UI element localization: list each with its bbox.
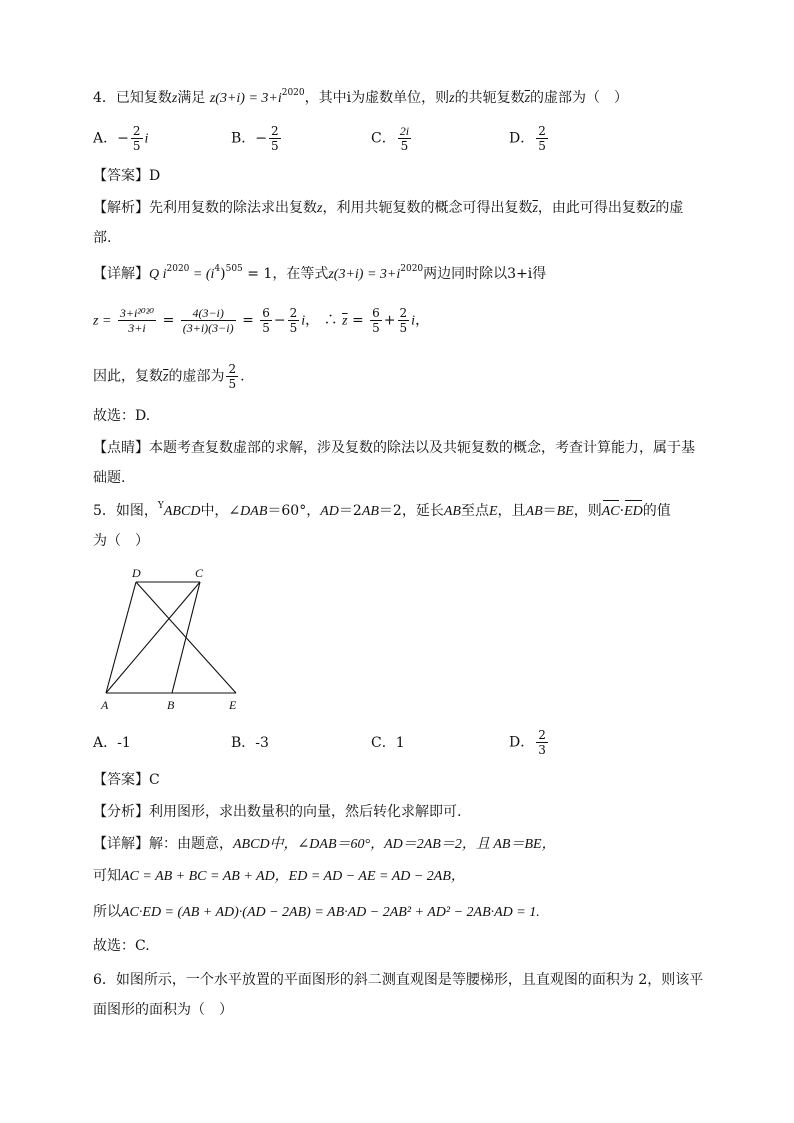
q5-answer: 【答案】C <box>93 772 160 788</box>
q4-option-a[interactable]: A．− $\frac{2}{5}$ i <box>93 124 149 153</box>
label-d: D <box>132 566 141 580</box>
q5-detail-line2: 可知AC = AB + BC = AB + AD，ED = AD − AE = AD − 2AB， <box>93 868 465 884</box>
q4-conclusion: 因此，复数$\overline{z}$的虚部为 $\frac{2}{5}$ . <box>93 362 245 391</box>
label-b: B <box>167 698 175 712</box>
label-a: A <box>101 698 109 712</box>
q5-detail-line3: 所以AC·ED = (AB + AD)·(AD − 2AB) = AB·AD − 2AB² + AD² − 2AB·AD = 1. <box>93 904 540 920</box>
q4-analysis-cont: 部. <box>93 230 112 246</box>
q4-choose: 故选：D. <box>93 408 151 424</box>
q5-option-a[interactable]: A．-1 <box>93 735 131 751</box>
q4-option-b[interactable]: B．− $\frac{2}{5}$ <box>231 124 279 153</box>
q5-options <box>93 728 613 762</box>
q5-analysis: 【分析】利用图形，求出数量积的向量，然后转化求解即可. <box>93 804 462 820</box>
q5-option-b[interactable]: B．-3 <box>231 735 269 751</box>
q4-answer: 【答案】D <box>93 168 161 184</box>
q4-analysis: 【解析】先利用复数的除法求出复数z，利用共轭复数的概念可得出复数$\overline{z}$，由此可得出复数$\overline{z}$的虚 <box>93 200 684 216</box>
q5-detail-line1: 【详解】解：由题意，ABCD中，∠DAB＝60°，AD＝2AB＝2，且 AB＝BE， <box>93 836 556 852</box>
q6-stem-cont: 面图形的面积为（ ） <box>93 1002 233 1018</box>
label-e: E <box>229 698 237 712</box>
q4-option-d[interactable]: D． $\frac{2}{5}$ <box>509 124 546 153</box>
q4-comment: 【点睛】本题考查复数虚部的求解，涉及复数的除法以及共轭复数的概念，考查计算能力，属于基 <box>93 440 695 456</box>
label-c: C <box>195 566 204 580</box>
q5-stem: 5．如图，$^Y$ABCD中，∠DAB＝60°，AD＝2AB＝2，延长AB至点E，且AB＝BE，则AC·ED的值 <box>93 501 671 522</box>
parallelogram-figure <box>95 563 255 713</box>
q4-detail-line2: z = $\frac{\text{3+i²⁰²⁰}}{3+i}$ = $\frac{4(3-i)}{(3+i)(3-i)}$ = $\frac{6}{5}$ − $\frac{2}{5}$ i， ∴ $\overline{z}$ = $\frac{6}{5}$ + $\frac{2}{5}$ i， <box>93 306 430 335</box>
q5-choose: 故选：C. <box>93 938 150 954</box>
edge-ad <box>106 582 136 693</box>
q4-detail-line1: 【详解】Q $i^{2020} = (i^4)^{505} = 1$，在等式$z(3+i) = 3+i^{2020}$两边同时除以3+i得 <box>93 264 547 282</box>
q5-option-d[interactable]: D． $\frac{2}{3}$ <box>509 728 546 757</box>
q4-comment-cont: 础题. <box>93 470 126 486</box>
q4-options <box>93 124 613 158</box>
q6-stem: 6．如图所示，一个水平放置的平面图形的斜二测直观图是等腰梯形，且直观图的面积为 2，则该平 <box>93 972 704 988</box>
q5-stem-cont: 为（ ） <box>93 533 149 549</box>
q4-option-c[interactable]: C． $\frac{2i}{5}$ <box>371 124 410 153</box>
q4-stem: 4．已知复数z满足 $z(3+i) = 3+i^{2020}$，其中i为虚数单位，则z的共轭复数$\overline{z}$的虚部为（ ） <box>93 88 629 106</box>
q5-option-c[interactable]: C．1 <box>371 735 405 751</box>
